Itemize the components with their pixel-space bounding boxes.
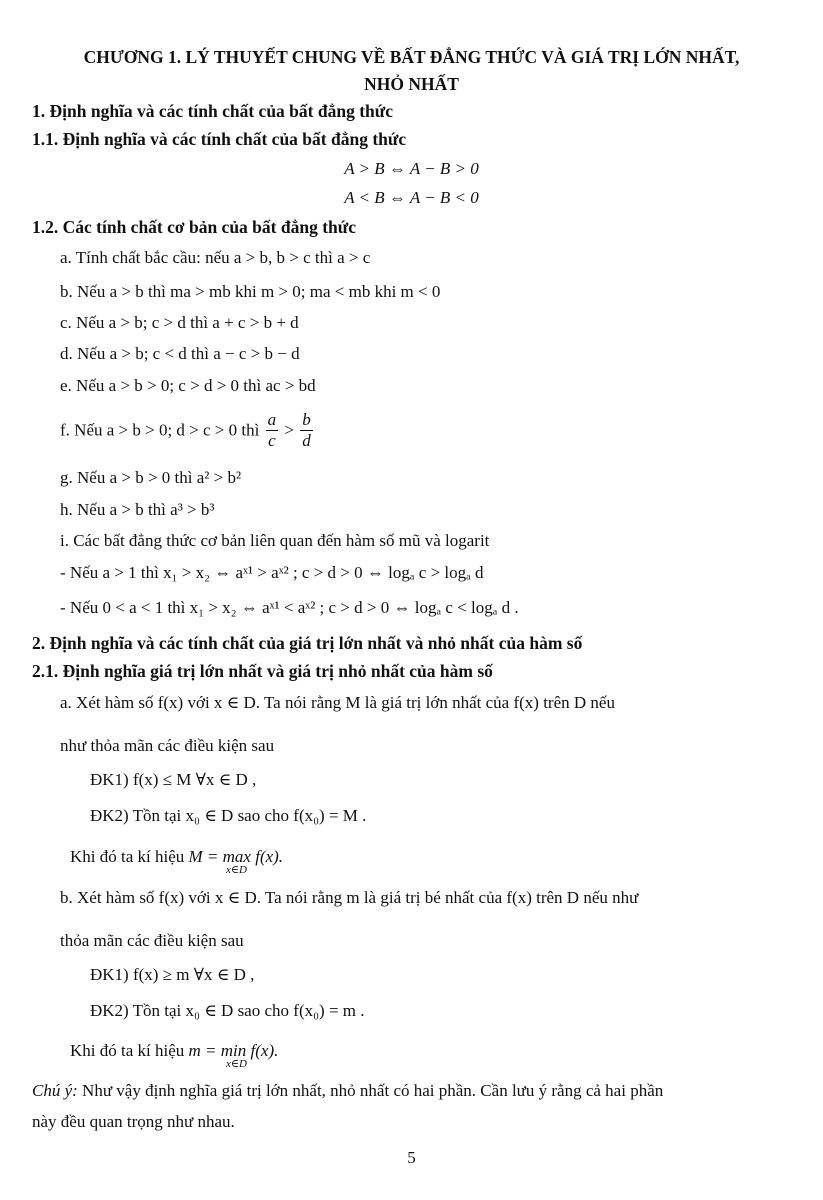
fraction-a-over-c [266,410,279,450]
property-i-case-2: - Nếu 0 < a < 1 thì x₁ > x₂ ⇔ aˣ¹ < aˣ² ; c > d > 0 ⇔ logₐ c < logₐ d . [60,598,519,617]
definition-b-condition-1: ĐK1) f(x) ≥ m ∀x ∈ D , [90,965,255,984]
property-h: h. Nếu a > b thì a³ > b³ [60,500,215,519]
property-e: e. Nếu a > b > 0; c > d > 0 thì ac > bd [60,376,316,395]
note-line-2: này đều quan trọng như nhau. [32,1112,235,1131]
greater-than-sign: > [284,420,294,440]
property-c: c. Nếu a > b; c > d thì a + c > b + d [60,313,299,332]
fraction-numerator: b [302,410,311,429]
property-i-case-1: - Nếu a > 1 thì x₁ > x₂ ⇔ aˣ¹ > aˣ² ; c > d > 0 ⇔ logₐ c > logₐ d [60,563,484,582]
fraction-denominator: d [302,430,311,450]
property-f [60,410,315,450]
max-subscript: x∈D [226,864,247,876]
notation-text: Khi đó ta kí hiệu [70,847,185,866]
property-g: g. Nếu a > b > 0 thì a² > b² [60,468,242,487]
section-heading-1-2: 1.2. Các tính chất cơ bản của bất đẳng thức [32,217,357,237]
equation-2: A < B ⇔ A − B < 0 [344,188,479,207]
chapter-title-line-2: NHỎ NHẤT [364,74,459,94]
definition-a-line-1: a. Xét hàm số f(x) với x ∈ D. Ta nói rằng M là giá trị lớn nhất của f(x) trên D nếu [60,693,615,712]
page-number: 5 [407,1148,416,1167]
definition-a-notation [70,846,283,867]
notation-text: Khi đó ta kí hiệu [70,1041,185,1060]
definition-a-line-2: như thỏa mãn các điều kiện sau [60,736,275,755]
fraction-b-over-d [300,410,313,450]
definition-a-condition-2: ĐK2) Tồn tại x₀ ∈ D sao cho f(x₀) = M . [90,806,367,825]
equation-1: A > B ⇔ A − B > 0 [344,159,479,178]
chapter-title-line-1: CHƯƠNG 1. LÝ THUYẾT CHUNG VỀ BẤT ĐẲNG THỨC VÀ GIÁ TRỊ LỚN NHẤT, [83,47,740,67]
section-heading-2-1: 2.1. Định nghĩa giá trị lớn nhất và giá trị nhỏ nhất của hàm số [32,661,493,681]
fraction-denominator: c [268,430,276,450]
definition-b-condition-2: ĐK2) Tồn tại x₀ ∈ D sao cho f(x₀) = m . [90,1001,365,1020]
fraction-numerator: a [267,410,277,429]
section-heading-1-1: 1.1. Định nghĩa và các tính chất của bất đẳng thức [32,129,407,149]
min-subscript: x∈D [226,1058,247,1070]
section-heading-1: 1. Định nghĩa và các tính chất của bất đẳng thức [32,101,394,121]
definition-b-notation [70,1040,278,1061]
definition-b-line-2: thỏa mãn các điều kiện sau [60,931,244,950]
property-a: a. Tính chất bắc cầu: nếu a > b, b > c thì a > c [60,248,371,267]
note-text: Như vậy định nghĩa giá trị lớn nhất, nhỏ nhất có hai phần. Cần lưu ý rằng cả hai phần [77,1081,664,1100]
property-f-text: f. Nếu a > b > 0; d > c > 0 thì [60,420,260,440]
note-line-1 [32,1080,663,1101]
note-label: Chú ý: [32,1081,78,1100]
section-heading-2: 2. Định nghĩa và các tính chất của giá trị lớn nhất và nhỏ nhất của hàm số [32,633,583,653]
definition-b-line-1: b. Xét hàm số f(x) với x ∈ D. Ta nói rằng m là giá trị bé nhất của f(x) trên D nếu như [60,888,639,907]
property-b: b. Nếu a > b thì ma > mb khi m > 0; ma < mb khi m < 0 [60,282,441,301]
property-d: d. Nếu a > b; c < d thì a − c > b − d [60,344,300,363]
min-expression: m = min f(x). [188,1041,279,1060]
property-i: i. Các bất đẳng thức cơ bản liên quan đến hàm số mũ và logarit [60,531,490,550]
definition-a-condition-1: ĐK1) f(x) ≤ M ∀x ∈ D , [90,770,257,789]
max-expression: M = max f(x). [188,847,284,866]
